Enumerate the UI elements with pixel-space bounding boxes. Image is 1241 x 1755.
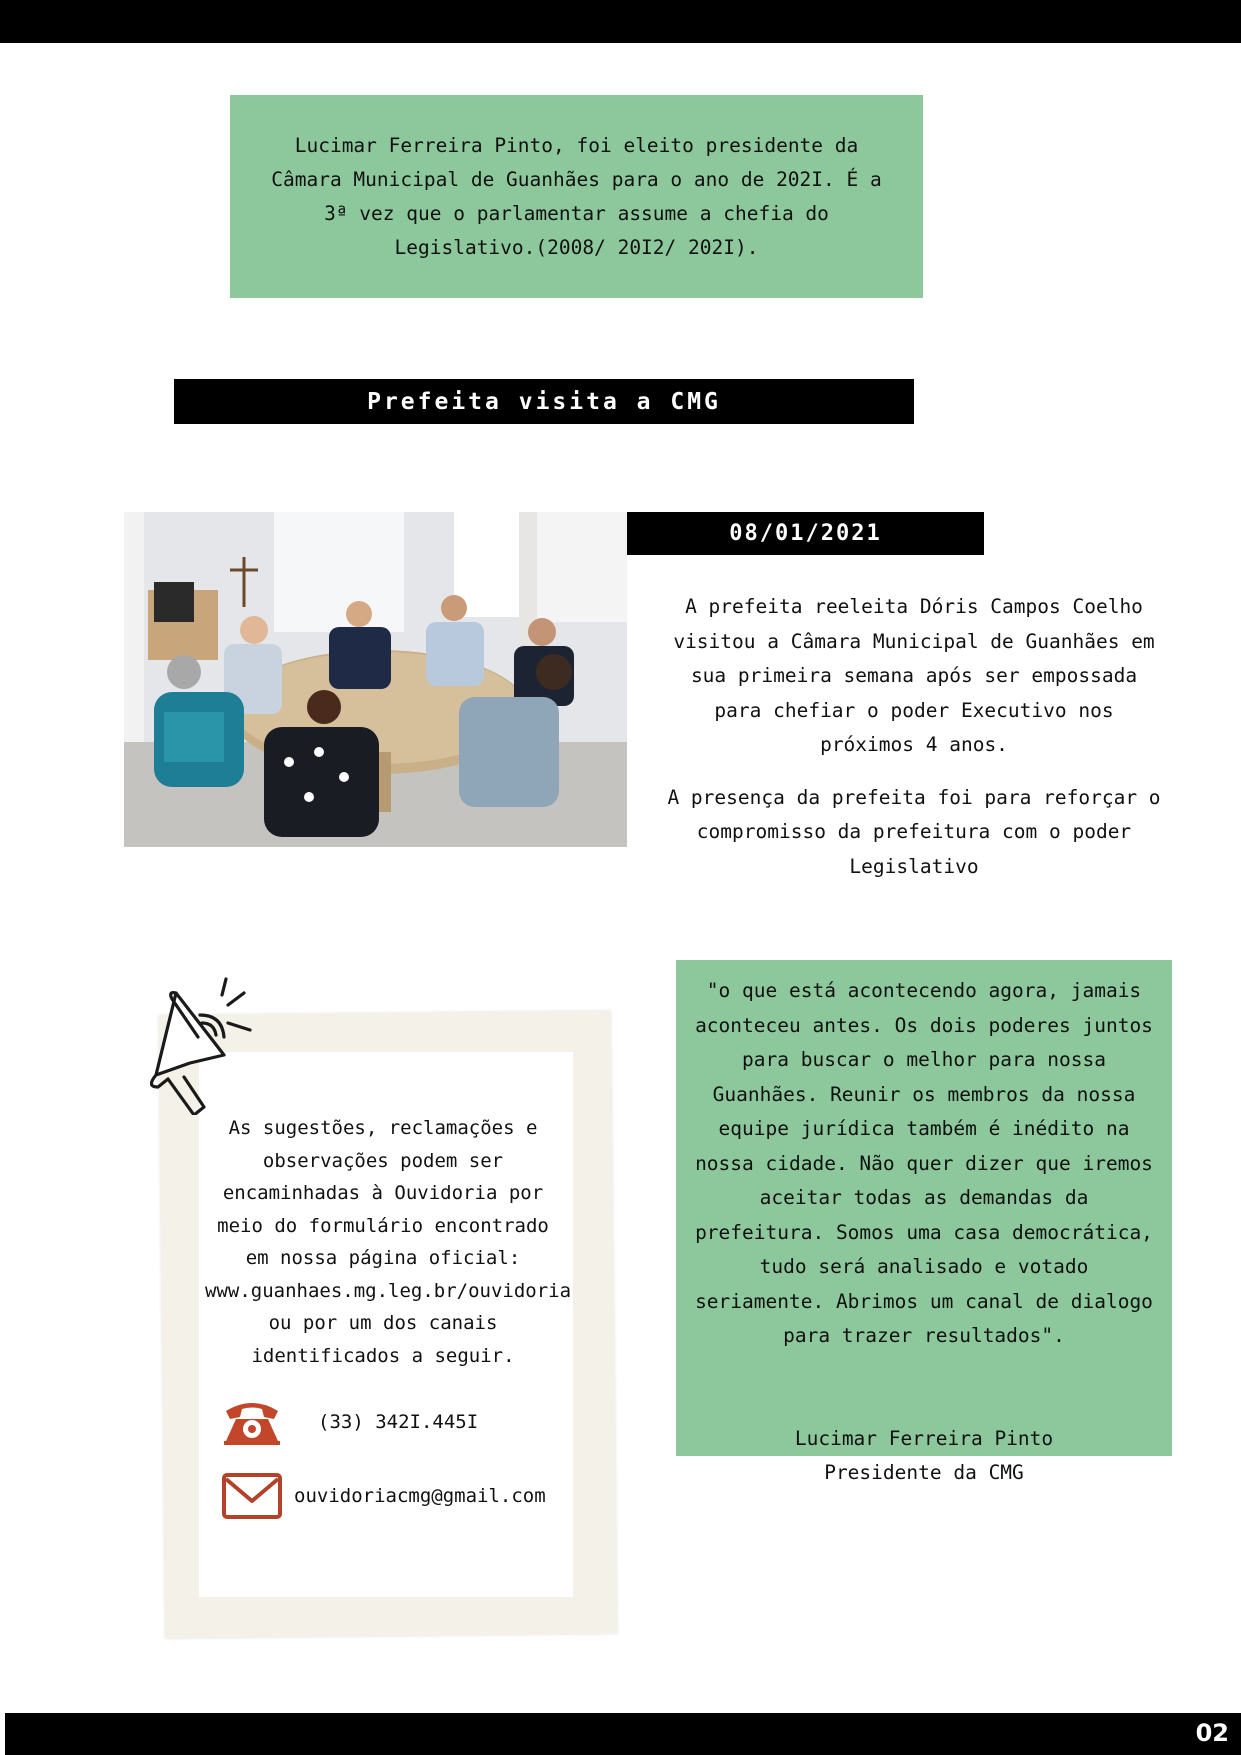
quote-box (676, 960, 1172, 1484)
email-contact (222, 1473, 546, 1519)
phone-number: (33) 342I.445I (318, 1411, 479, 1433)
article-body (664, 590, 1164, 902)
envelope-icon (222, 1473, 282, 1519)
article-date: 08/01/2021 (627, 512, 984, 555)
phone-contact (222, 1397, 478, 1447)
page-number: 02 (1195, 1719, 1229, 1747)
top-bar (0, 0, 1241, 43)
section-title: Prefeita visita a CMG (174, 379, 914, 424)
meeting-photo (124, 512, 627, 847)
quote-author: Lucimar Ferreira Pinto (794, 1426, 1054, 1450)
intro-box (230, 95, 923, 298)
email-address[interactable]: ouvidoriacmg@gmail.com (294, 1485, 546, 1507)
ouvidoria-text-block (205, 1112, 572, 1372)
intro-text: Lucimar Ferreira Pinto, foi eleito presidente da Câmara Municipal de Guanhães para o ano de 202I. É a 3ª vez que o parlamentar assume a chefia do Legislativo.(2008/ 20I2/ 202I). (271, 133, 882, 259)
megaphone-icon (138, 975, 278, 1115)
ouvidoria-text: As sugestões, reclamações e observações podem ser encaminhadas à Ouvidoria por meio do formulário encontrado em nossa página oficial: www.guanhaes.mg.leg.br/ouvidoria ou por um dos canais identificados a seguir. (205, 1117, 572, 1367)
article-paragraph-1: A prefeita reeleita Dóris Campos Coelho visitou a Câmara Municipal de Guanhães em sua primeira semana após ser empossada para chefiar o poder Executivo nos próximos 4 anos. (673, 595, 1155, 756)
article-paragraph-2: A presença da prefeita foi para reforçar o compromisso da prefeitura com o poder Legislativo (667, 785, 1161, 878)
telephone-icon (222, 1397, 282, 1447)
quote-role: Presidente da CMG (824, 1461, 1024, 1484)
bottom-bar (5, 1713, 1241, 1755)
quote-text: "o que está acontecendo agora, jamais aconteceu antes. Os dois poderes juntos para buscar o melhor para nossa Guanhães. Reunir os membros da nossa equipe jurídica também é inédito na nossa cidade. Não quer dizer que iremos aceitar todas as demandas da prefeitura. Somos uma casa democrática, tudo será analisado e votado seriamente. Abrimos um canal de dialogo para trazer resultados". (695, 979, 1153, 1347)
